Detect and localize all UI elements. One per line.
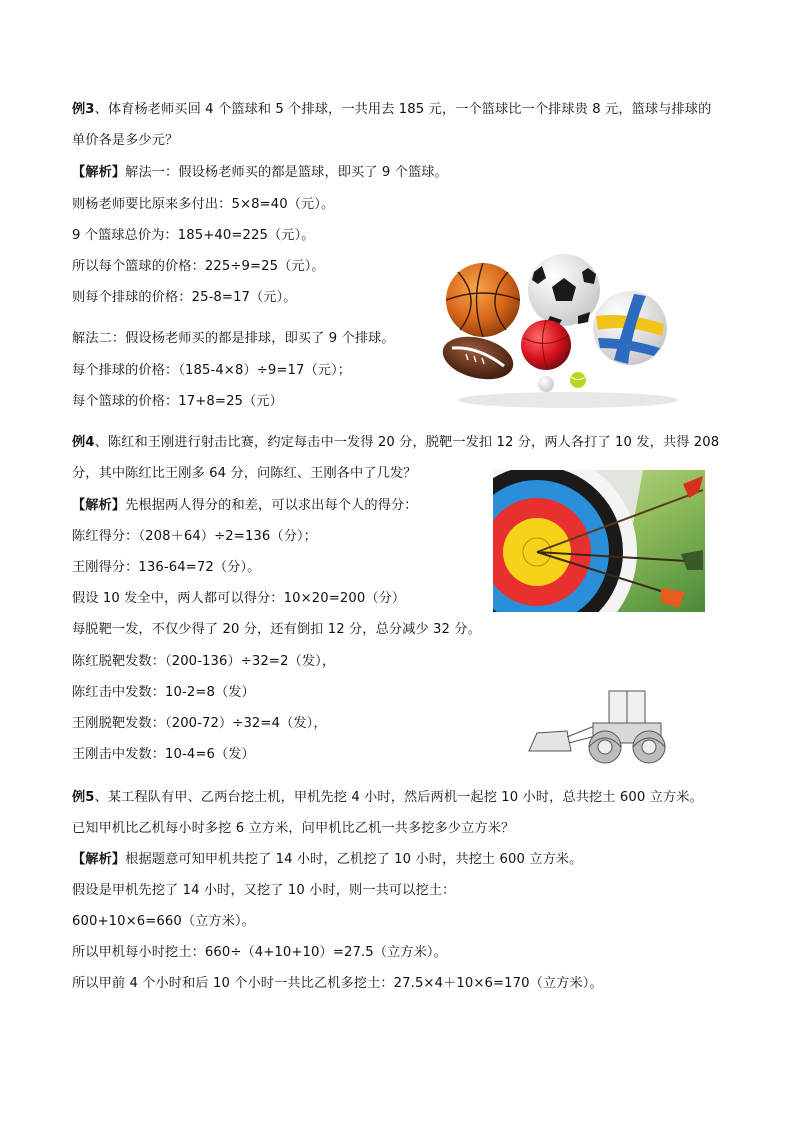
ex5-question-line2: 已知甲机比乙机每小时多挖 6 立方米，问甲机比乙机一共多挖多少立方米？	[72, 821, 515, 836]
archery-target-image	[493, 470, 705, 612]
ex3-solution-line8: 每个篮球的价格：17+8=25（元）	[72, 394, 283, 409]
ex4-solution-text1: 先根据两人得分的和差，可以求出每个人的得分：	[125, 498, 418, 513]
ex4-solution-line5: 每脱靶一发，不仅少得了 20 分，还有倒扣 12 分，总分减少 32 分。	[72, 622, 481, 637]
ex3-analysis-tag: 【解析】	[72, 165, 126, 180]
ex3-question-line2: 单价各是多少元？	[72, 133, 179, 148]
ex5-question-line1	[72, 788, 703, 808]
ex3-solution-line2: 则杨老师要比原来多付出：5×8=40（元）。	[72, 197, 335, 212]
ex5-label: 例5	[72, 790, 95, 805]
ex4-solution-line9: 王刚击中发数：10-4=6（发）	[72, 747, 255, 762]
ex5-question-text1: 、某工程队有甲、乙两台挖土机，甲机先挖 4 小时，然后两机一起挖 10 小时，总共挖土 600 立方米。	[94, 790, 703, 805]
ex5-solution-line5: 所以甲前 4 个小时和后 10 个小时一共比乙机多挖土：27.5×4＋10×6=170（立方米）。	[72, 976, 603, 991]
ex3-solution-text1: 解法一：假设杨老师买的都是篮球，即买了 9 个篮球。	[125, 165, 448, 180]
sports-balls-image	[438, 220, 688, 410]
ex4-solution-line7: 陈红击中发数：10-2=8（发）	[72, 685, 255, 700]
ex4-analysis-tag: 【解析】	[72, 498, 126, 513]
ex4-question-text1: 、陈红和王刚进行射击比赛，约定每击中一发得 20 分，脱靶一发扣 12 分，两人各打了 10 发，共得 208	[94, 435, 720, 450]
ex3-question-text1: 、体育杨老师买回 4 个篮球和 5 个排球，一共用去 185 元，一个篮球比一个排球贵 8 元，篮球与排球的	[94, 102, 712, 117]
ex4-question-line1	[72, 433, 719, 453]
ex4-solution-line2: 陈红得分：（208＋64）÷2=136（分）；	[72, 529, 317, 544]
ex4-solution-line6: 陈红脱靶发数：（200-136）÷32=2（发），	[72, 654, 336, 669]
ex5-solution-line2: 假设是甲机先挖了 14 小时，又挖了 10 小时，则一共可以挖土：	[72, 883, 456, 898]
ex4-solution-line3: 王刚得分：136-64=72（分）。	[72, 560, 261, 575]
ex4-label: 例4	[72, 435, 95, 450]
ex4-solution-line1	[72, 496, 417, 516]
ex3-solution-line4: 所以每个篮球的价格：225÷9=25（元）。	[72, 259, 325, 274]
ex5-solution-line1	[72, 850, 582, 870]
ex5-solution-text1: 根据题意可知甲机共挖了 14 小时，乙机挖了 10 小时，共挖土 600 立方米。	[125, 852, 583, 867]
ex3-label: 例3	[72, 102, 95, 117]
ex5-solution-line3: 600+10×6=660（立方米）。	[72, 914, 255, 929]
ex4-solution-line8: 王刚脱靶发数：（200-72）÷32=4（发），	[72, 716, 327, 731]
ex5-analysis-tag: 【解析】	[72, 852, 126, 867]
ex3-solution-line6: 解法二：假设杨老师买的都是排球，即买了 9 个排球。	[72, 331, 395, 346]
ex4-question-line2: 分，其中陈红比王刚多 64 分，问陈红、王刚各中了几发？	[72, 466, 417, 481]
ex3-solution-line7: 每个排球的价格：（185-4×8）÷9=17（元）；	[72, 363, 352, 378]
ex5-solution-line4: 所以甲机每小时挖土：660÷（4+10+10）=27.5（立方米）。	[72, 945, 447, 960]
ex3-question-line1	[72, 100, 711, 120]
ex4-solution-line4: 假设 10 发全中，两人都可以得分：10×20=200（分）	[72, 591, 406, 606]
ex3-solution-line3: 9 个篮球总价为：185+40=225（元）。	[72, 228, 315, 243]
ex3-solution-line1	[72, 163, 448, 183]
wheel-loader-image	[527, 685, 667, 767]
ex3-solution-line5: 则每个排球的价格：25-8=17（元）。	[72, 290, 297, 305]
